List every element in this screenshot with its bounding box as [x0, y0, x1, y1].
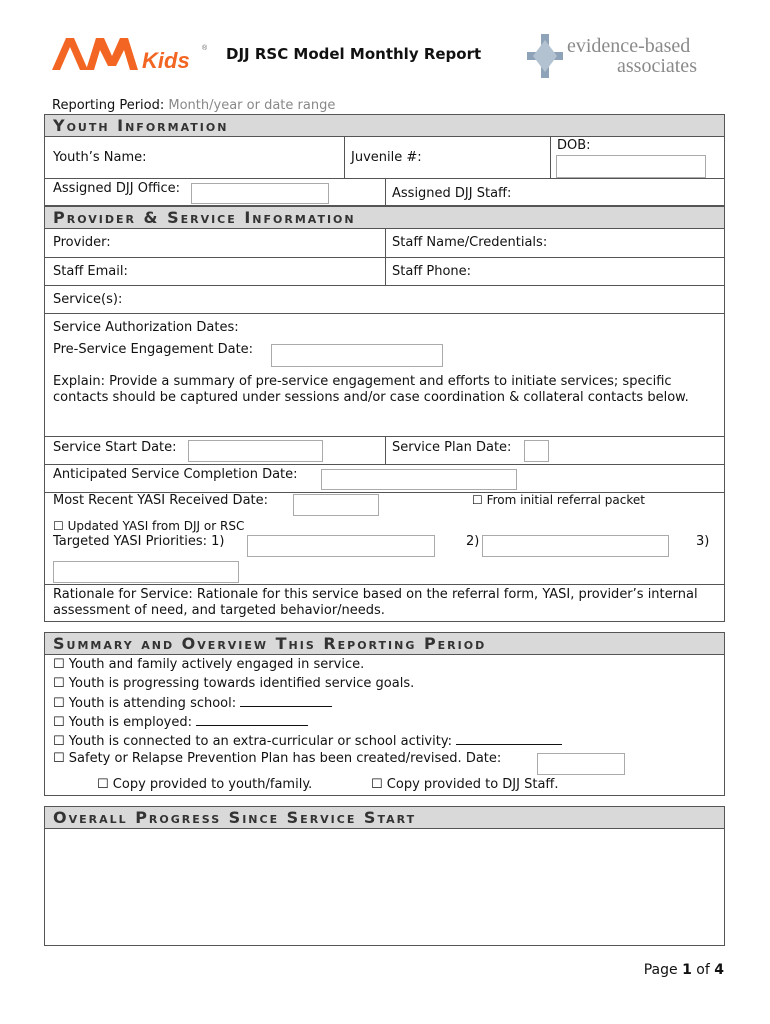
rationale-text: Rationale for Service: Rationale for this service based on the referral form, YASI, provider’s internal assessment of need, and targeted behavior/needs.: [53, 587, 698, 618]
overall-progress-heading: Overall Progress Since Service Start: [45, 807, 724, 829]
yasi-priority-1-field[interactable]: [247, 535, 435, 557]
provider-row: [45, 229, 724, 258]
svg-text:®: ®: [202, 45, 208, 52]
yasi-received-label: Most Recent YASI Received Date:: [53, 493, 269, 508]
yasi-priority-3-label: 3): [696, 534, 710, 549]
reporting-period-label: Reporting Period:: [52, 98, 165, 113]
yasi-priority-3-field[interactable]: [53, 561, 239, 583]
provider-label: Provider:: [53, 235, 111, 250]
service-plan-date-field[interactable]: [524, 440, 549, 462]
service-start-date-label: Service Start Date:: [53, 440, 177, 455]
yasi-received-field[interactable]: [293, 494, 379, 516]
dob-field[interactable]: [556, 155, 706, 178]
checkbox-copy-youth[interactable]: ☐ Copy provided to youth/family.: [97, 777, 313, 792]
eba-logo-line2: associates: [617, 55, 697, 77]
checkbox-progressing[interactable]: ☐ Youth is progressing towards identified service goals.: [53, 676, 415, 691]
extracurricular-label: ☐ Youth is connected to an extra-curricular or school activity:: [53, 734, 452, 749]
assigned-djj-row: [45, 179, 724, 207]
juvenile-number-label: Juvenile #:: [351, 150, 422, 165]
extracurricular-field[interactable]: [456, 732, 562, 745]
staff-contact-row: [45, 258, 724, 286]
report-title: DJJ RSC Model Monthly Report: [226, 45, 482, 63]
assigned-djj-office-label: Assigned DJJ Office:: [53, 181, 181, 196]
yasi-priority-2-label: 2): [466, 534, 480, 549]
service-authorization-dates-label: Service Authorization Dates:: [53, 320, 239, 335]
overall-progress-field[interactable]: [45, 829, 724, 945]
employed-field[interactable]: [196, 713, 308, 726]
page-current: 1: [682, 962, 692, 978]
employed-label: ☐ Youth is employed:: [53, 715, 192, 730]
pre-service-engagement-field[interactable]: [271, 344, 443, 367]
safety-plan-date-field[interactable]: [537, 753, 625, 775]
checkbox-employed[interactable]: [53, 713, 308, 730]
summary-section: [44, 632, 725, 796]
anticipated-completion-field[interactable]: [321, 469, 517, 490]
youth-information-heading: Youth Information: [45, 115, 724, 137]
attending-school-label: ☐ Youth is attending school:: [53, 696, 237, 711]
completion-date-row: [45, 465, 724, 493]
attending-school-field[interactable]: [240, 694, 332, 707]
eba-logo: [527, 32, 727, 80]
service-dates-row: [45, 437, 724, 465]
staff-phone-label: Staff Phone:: [392, 264, 472, 279]
checkbox-attending-school[interactable]: [53, 694, 332, 711]
pre-service-explain-text: Explain: Provide a summary of pre-service engagement and efforts to initiate services; specific contacts should be captured under sessions and/or case coordination & collateral contacts below.: [53, 374, 689, 405]
youth-name-label: Youth’s Name:: [53, 150, 147, 165]
assigned-djj-staff-label: Assigned DJJ Staff:: [392, 186, 512, 201]
pre-service-block: [45, 314, 724, 437]
provider-service-heading: Provider & Service Information: [45, 207, 724, 229]
anticipated-completion-label: Anticipated Service Completion Date:: [53, 467, 298, 482]
reporting-period[interactable]: [52, 98, 335, 113]
staff-email-label: Staff Email:: [53, 264, 128, 279]
youth-name-row: [45, 137, 724, 179]
provider-service-section: [44, 206, 725, 622]
checkbox-engaged[interactable]: ☐ Youth and family actively engaged in service.: [53, 657, 365, 672]
checkbox-safety-plan[interactable]: ☐ Safety or Relapse Prevention Plan has been created/revised. Date:: [53, 751, 502, 766]
yasi-priority-2-field[interactable]: [482, 535, 669, 557]
page-of-label: of: [696, 962, 710, 978]
page-number: [644, 962, 724, 978]
reporting-period-field[interactable]: Month/year or date range: [168, 98, 336, 113]
dob-label: DOB:: [557, 138, 591, 153]
rationale-row: [45, 585, 724, 623]
page-label: Page: [643, 962, 678, 978]
amikids-logo-text: Kids: [142, 48, 190, 73]
services-label: Service(s):: [53, 292, 123, 307]
summary-heading: Summary and Overview This Reporting Period: [45, 633, 724, 655]
staff-name-credentials-label: Staff Name/Credentials:: [392, 235, 548, 250]
page-total: 4: [714, 962, 724, 978]
from-referral-checkbox[interactable]: ☐ From initial referral packet: [472, 493, 645, 507]
assigned-djj-office-field[interactable]: [191, 183, 329, 204]
eba-logo-line1: evidence-based: [567, 35, 691, 57]
yasi-priorities-block: [45, 493, 724, 585]
checkbox-copy-djj[interactable]: ☐ Copy provided to DJJ Staff.: [371, 777, 559, 792]
updated-yasi-checkbox[interactable]: ☐ Updated YASI from DJJ or RSC: [53, 519, 245, 533]
pre-service-engagement-label: Pre-Service Engagement Date:: [53, 342, 254, 357]
yasi-priorities-label: Targeted YASI Priorities: 1): [53, 534, 225, 549]
checkbox-extracurricular[interactable]: [53, 732, 562, 749]
overall-progress-section: [44, 806, 725, 946]
service-start-date-field[interactable]: [188, 440, 323, 462]
youth-information-section: [44, 114, 725, 206]
services-row: [45, 286, 724, 314]
service-plan-date-label: Service Plan Date:: [392, 440, 512, 455]
amikids-logo: [52, 34, 212, 74]
